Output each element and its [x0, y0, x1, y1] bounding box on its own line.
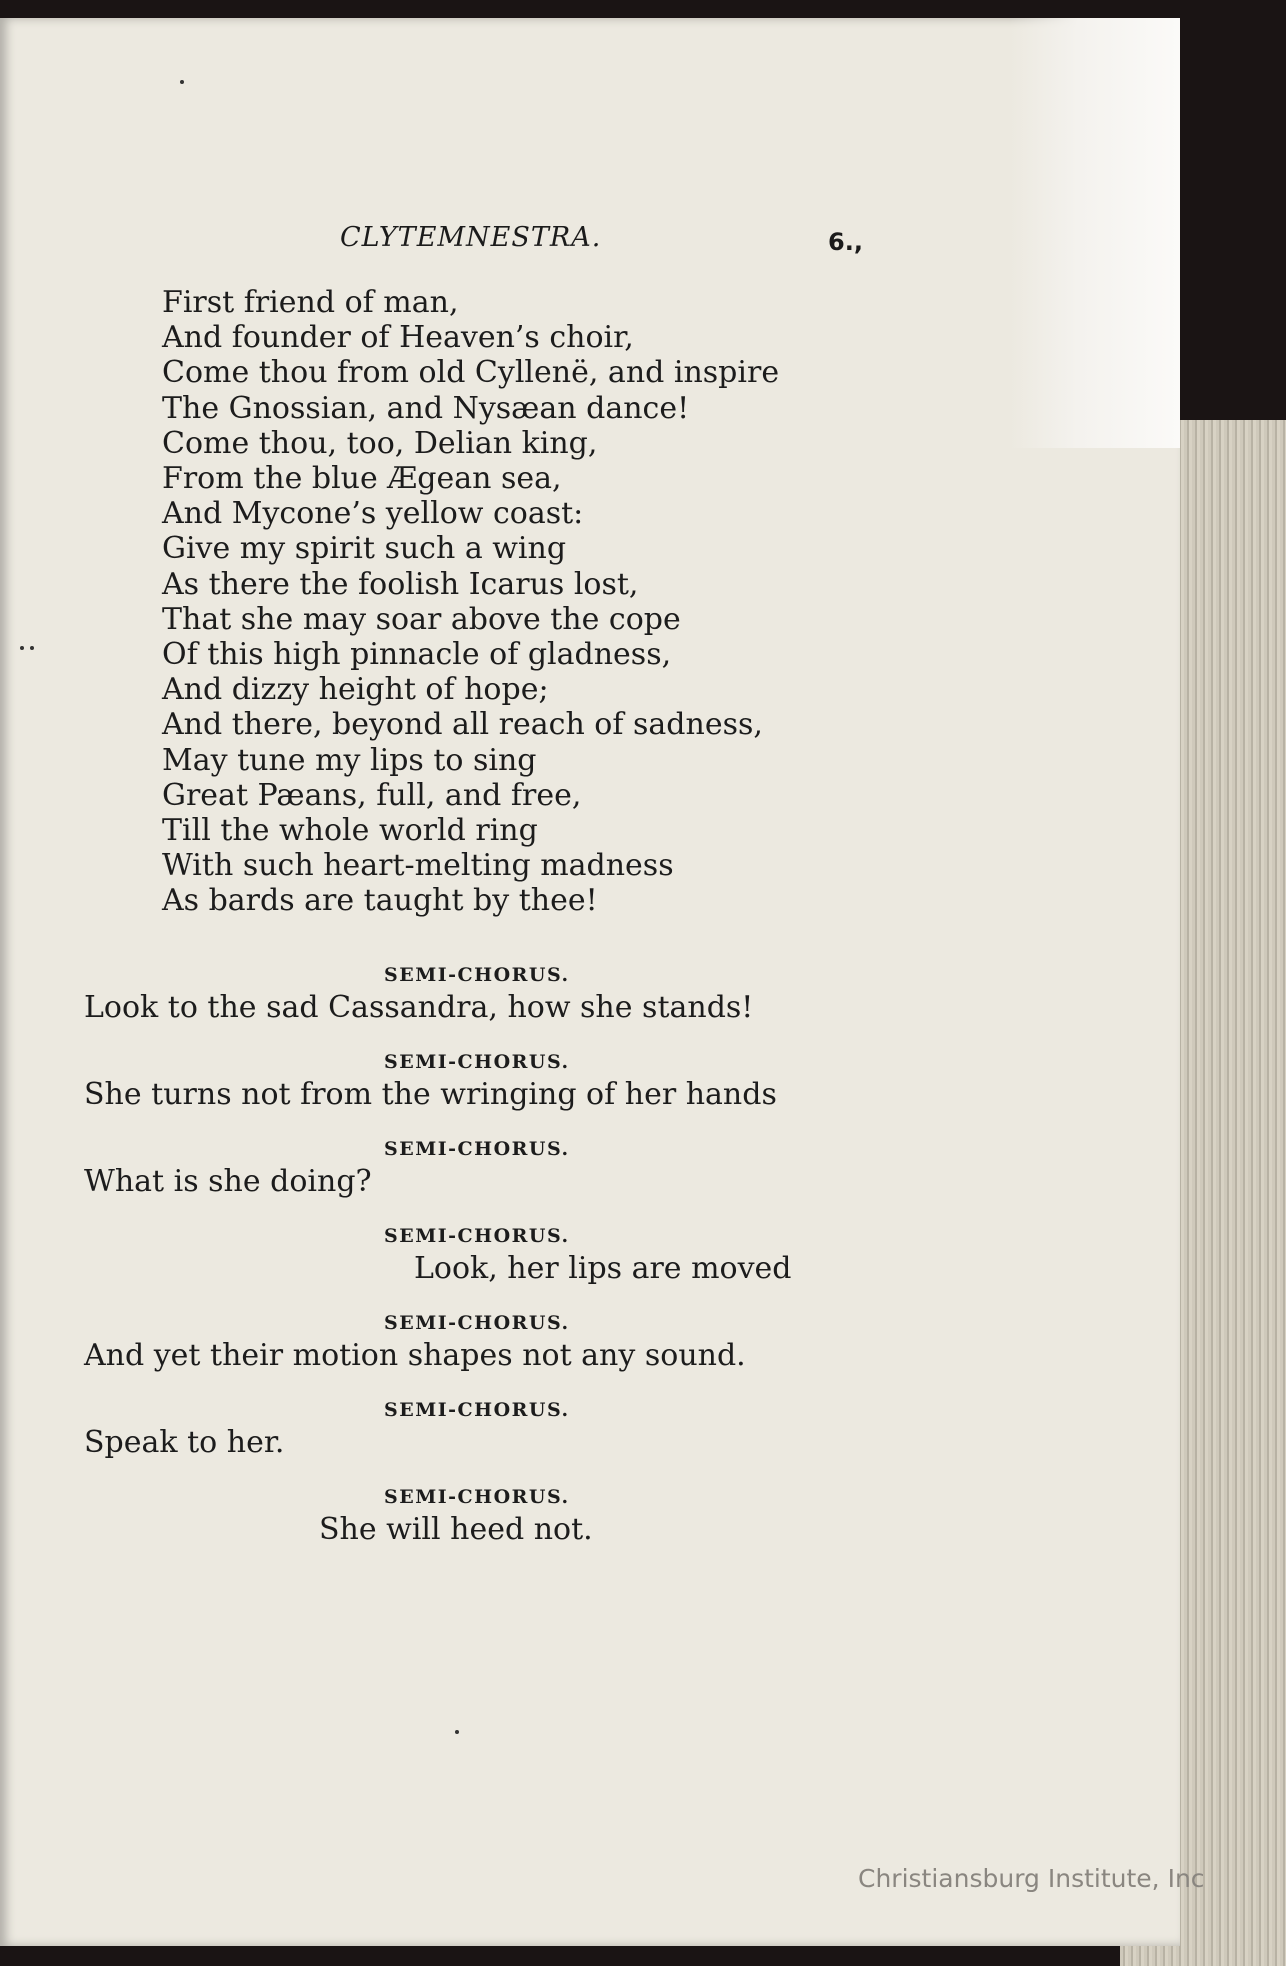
- speaker-label: SEMI-CHORUS.: [384, 1399, 570, 1421]
- poem-line: And there, beyond all reach of sadness,: [162, 707, 763, 743]
- speaker-label: SEMI-CHORUS.: [384, 1312, 570, 1334]
- poem-line: Come thou, too, Delian king,: [162, 425, 598, 461]
- speaker-label: SEMI-CHORUS.: [384, 1486, 570, 1508]
- poem-line: Come thou from old Cyllenë, and inspire: [162, 355, 780, 391]
- paper-speck: [455, 1730, 459, 1734]
- speech-block: [84, 960, 944, 1026]
- poem-line: Give my spirit such a wing: [162, 531, 567, 567]
- poem-stanza: [162, 285, 779, 919]
- paper-speck: [30, 646, 34, 650]
- poem-line: As bards are taught by thee!: [162, 883, 598, 919]
- speaker-label: SEMI-CHORUS.: [384, 1138, 570, 1160]
- speech-block: [84, 1047, 944, 1113]
- poem-line: From the blue Ægean sea,: [162, 461, 562, 497]
- poem-line: The Gnossian, and Nysæan dance!: [162, 390, 690, 426]
- paper-speck: [180, 80, 184, 84]
- speaker-label: SEMI-CHORUS.: [384, 1051, 570, 1073]
- poem-line: And dizzy height of hope;: [162, 672, 549, 708]
- speech-block: [84, 1134, 944, 1200]
- poem-line: As there the foolish Icarus lost,: [162, 566, 639, 602]
- speaker-label: SEMI-CHORUS.: [384, 964, 570, 986]
- poem-line: That she may soar above the cope: [162, 601, 681, 637]
- poem-line: Till the whole world ring: [162, 813, 538, 849]
- speech-block: [84, 1308, 944, 1374]
- speech-block: [84, 1395, 944, 1461]
- speaker-label: SEMI-CHORUS.: [384, 1225, 570, 1247]
- semi-chorus-exchange: [84, 960, 944, 1569]
- watermark: Christiansburg Institute, Inc: [858, 1864, 1205, 1893]
- paper-speck: [20, 646, 24, 650]
- speech-line: She will heed not.: [319, 1512, 593, 1547]
- running-head: CLYTEMNESTRA.: [340, 222, 602, 253]
- speech-line: She turns not from the wringing of her hands: [84, 1077, 777, 1112]
- poem-line: May tune my lips to sing: [162, 742, 537, 778]
- speech-line: Look to the sad Cassandra, how she stands!: [84, 990, 754, 1025]
- poem-line: And founder of Heaven’s choir,: [162, 320, 634, 356]
- speech-line: Look, her lips are moved: [414, 1251, 792, 1286]
- poem-line: With such heart-melting madness: [162, 848, 674, 884]
- speech-block: [84, 1221, 944, 1287]
- speech-line: Speak to her.: [84, 1425, 285, 1460]
- page-glare: [1010, 18, 1180, 448]
- page-number: 6.,: [828, 228, 863, 256]
- poem-line: First friend of man,: [162, 285, 459, 320]
- speech-line: And yet their motion shapes not any sound.: [84, 1338, 746, 1373]
- poem-line: And Mycone’s yellow coast:: [162, 496, 584, 532]
- speech-block: [84, 1482, 944, 1548]
- poem-line: Of this high pinnacle of gladness,: [162, 637, 672, 673]
- poem-line: Great Pæans, full, and free,: [162, 777, 582, 813]
- speech-line: What is she doing?: [84, 1164, 372, 1199]
